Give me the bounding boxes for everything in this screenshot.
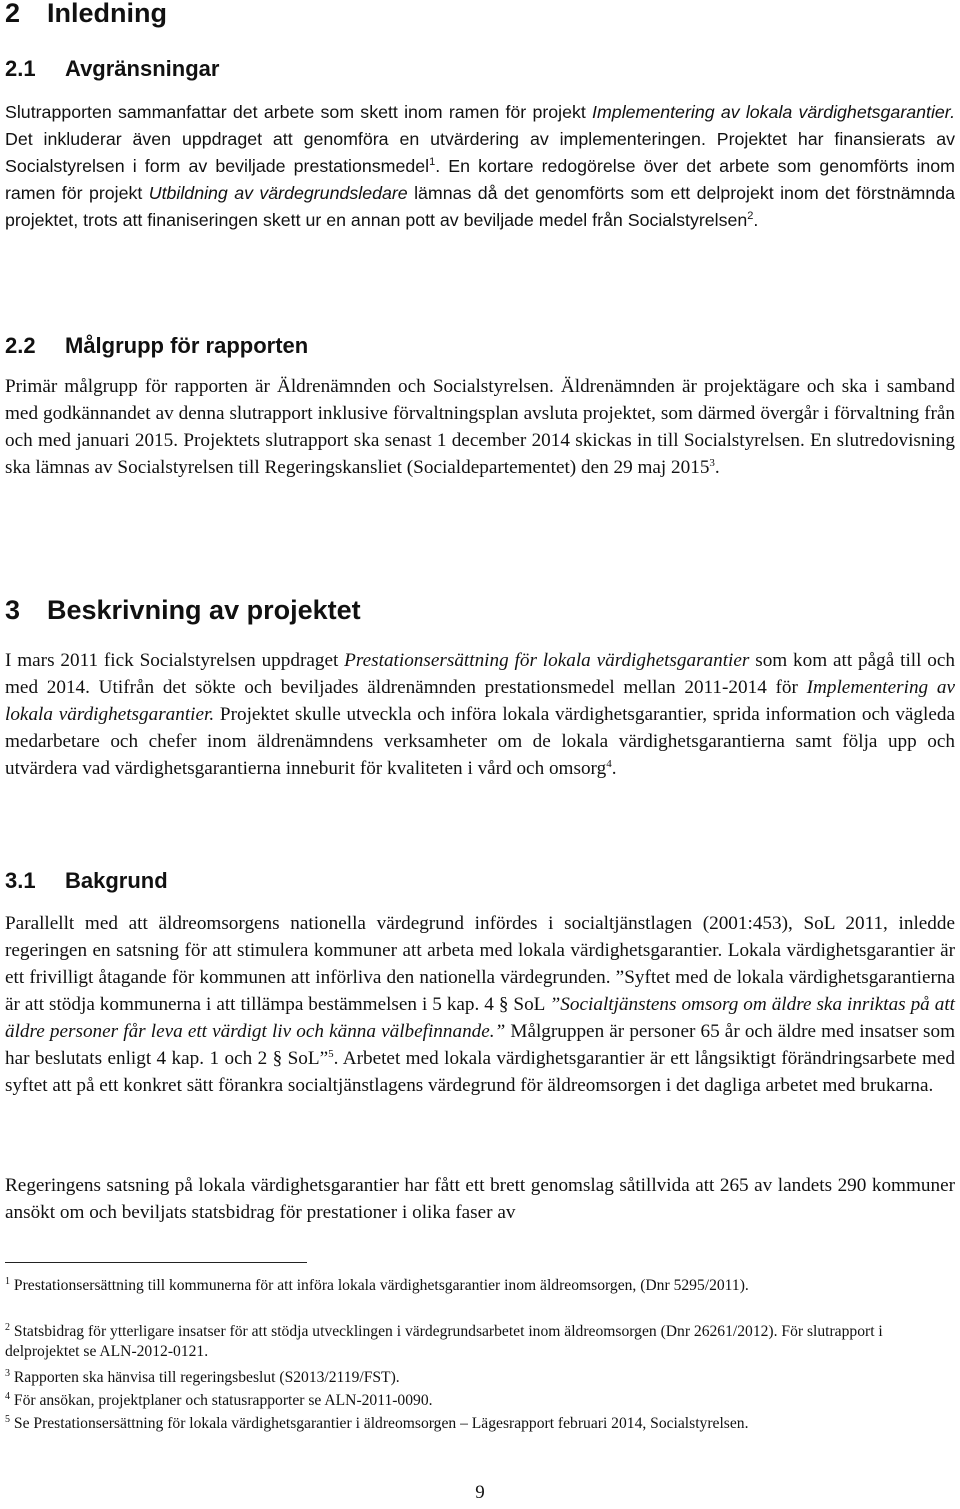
paragraph-regeringens-satsning [5, 1172, 955, 1226]
paragraph-beskrivning [5, 647, 955, 782]
footnote-number: 3 [5, 1368, 10, 1379]
text-run: Det inkluderar även uppdraget att genomföra en utvärdering av implementeringen. Projektet har finansierats av Socialstyrelsen i form av beviljade prestationsmedel [5, 129, 955, 176]
text-run: som kom att pågå till och med 2014. Utifrån det sökte och beviljades äldrenämnden prestationsmedel mellan 2011-2014 för [5, 650, 955, 698]
footnote-text: Statsbidrag för ytterligare insatser för att stödja utvecklingen i värdegrundsarbetet inom äldreomsorgen (Dnr 26261/2012). För slutrapport i delprojektet se ALN-2012-0121. [5, 1323, 883, 1360]
text-run: Parallellt med att äldreomsorgens nationella värdegrund infördes i socialtjänstlagen (2001:453), SoL 2011, inledde regeringen en satsning för att stimulera kommuner att arbeta med lokala värdighetsgarantier. Lokala värdighetsgarantier är ett frivilligt åtagande för kommunen att införliva den nationella värdegrunden. ”Syftet med de lokala värdighetsgarantierna är att stödja kommunerna i att tillämpa bestämmelsen i 5 kap. 4 § SoL [5, 913, 955, 1015]
footnote-5 [5, 1414, 955, 1434]
italic-text-run: Utbildning av värdegrundsledare [148, 183, 408, 203]
text-run: . [714, 457, 720, 478]
heading-title: Inledning [47, 0, 167, 28]
footnote-ref-5[interactable]: 5 [328, 1048, 334, 1060]
footnote-2 [5, 1322, 955, 1361]
text-run: . [753, 210, 759, 230]
heading-number: 3 [5, 595, 21, 625]
footnote-ref-3[interactable]: 3 [709, 457, 715, 469]
heading-number: 2.2 [5, 333, 36, 358]
footnote-text: Prestationsersättning till kommunerna för att införa lokala värdighetsgarantier inom äldreomsorgen, (Dnr 5295/2011). [13, 1277, 749, 1294]
footnote-ref-2[interactable]: 2 [747, 210, 754, 222]
footnote-ref-1[interactable]: 1 [429, 156, 436, 168]
heading-title: Bakgrund [65, 868, 168, 893]
footnote-number: 2 [5, 1322, 10, 1333]
text-run: lämnas då det genomförts som ett delprojekt inom det förstnämnda projektet, trots att finaniseringen skett ur en annan pott av beviljade medel från Socialstyrelsen [5, 183, 956, 230]
heading-number: 2 [5, 0, 21, 28]
paragraph-malgrupp [5, 373, 955, 481]
text-run: . [611, 758, 617, 779]
text-run: Målgruppen är personer 65 år och äldre med insatser som har beslutats enligt 4 kap. 1 och 2 § SoL” [5, 1021, 955, 1069]
footnote-4 [5, 1391, 955, 1411]
paragraph-avgransningar [5, 99, 955, 234]
footnote-text: Rapporten ska hänvisa till regeringsbeslut (S2013/2119/FST). [13, 1369, 400, 1386]
footnote-separator [5, 1262, 307, 1263]
heading-section-3 [5, 595, 361, 626]
page-number: 9 [475, 1482, 485, 1503]
italic-text-run: Implementering av lokala värdighetsgarantier. [5, 677, 955, 725]
heading-number: 2.1 [5, 56, 36, 81]
heading-section-2 [5, 0, 167, 29]
footnote-ref-4[interactable]: 4 [606, 758, 612, 770]
footnote-number: 1 [5, 1276, 10, 1287]
footnote-1 [5, 1276, 955, 1296]
footnote-3 [5, 1368, 955, 1388]
text-run: Regeringens satsning på lokala värdighetsgarantier har fått ett brett genomslag såtillvida att 265 av landets 290 kommuner ansökt om och beviljats statsbidrag för prestationer i olika faser av [5, 1175, 955, 1223]
footnote-text: För ansökan, projektplaner och statusrapporter se ALN-2011-0090. [13, 1392, 433, 1409]
footnote-number: 5 [5, 1414, 10, 1425]
text-run: I mars 2011 fick Socialstyrelsen uppdraget [5, 650, 345, 671]
italic-text-run: Implementering av lokala värdighetsgarantier. [592, 102, 956, 122]
paragraph-bakgrund [5, 910, 955, 1099]
text-run: Primär målgrupp för rapporten är Äldrenämnden och Socialstyrelsen. Äldrenämnden är projektägare och ska i samband med godkännandet av denna slutrapport inklusive förvaltningsplan avsluta projektet, som därmed övergår i förvaltning från och med januari 2015. Projektets slutrapport ska senast 1 december 2014 skickas in till Socialstyrelsen. En slutredovisning ska lämnas av Socialstyrelsen till Regeringskansliet (Socialdepartementet) den 29 maj 2015 [5, 376, 955, 478]
footnote-text: Se Prestationsersättning för lokala värdighetsgarantier i äldreomsorgen – Lägesrapport februari 2014, Socialstyrelsen. [13, 1415, 749, 1432]
heading-number: 3.1 [5, 868, 36, 893]
italic-text-run: ”Socialtjänstens omsorg om äldre ska inriktas på att äldre personer får leva ett värdigt liv och känna välbefinnande.” [5, 994, 956, 1042]
heading-title: Målgrupp för rapporten [65, 333, 309, 358]
heading-title: Beskrivning av projektet [47, 595, 361, 625]
heading-section-3-1 [5, 868, 168, 894]
text-run: . En kortare redogörelse över det arbete som genomförts inom ramen för projekt [5, 156, 955, 203]
text-run: Slutrapporten sammanfattar det arbete som skett inom ramen för projekt [5, 102, 593, 122]
heading-section-2-2 [5, 333, 308, 359]
text-run: . Arbetet med lokala värdighetsgarantier är ett långsiktigt förändringsarbete med syftet att på ett konkret sätt förankra socialtjänstlagens värdegrund för äldreomsorgen i det dagliga arbetet med brukarna. [5, 1048, 955, 1096]
footnote-number: 4 [5, 1391, 10, 1402]
italic-text-run: Prestationsersättning för lokala värdighetsgarantier [344, 650, 750, 671]
text-run: Projektet skulle utveckla och införa lokala värdighetsgarantier, sprida information och vägleda medarbetare och chefer inom äldrenämndens verksamheter om de lokala värdighetsgarantierna samt följa upp och utvärdera vad värdighetsgarantierna inneburit för kvaliteten i vård och omsorg [5, 704, 955, 779]
heading-title: Avgränsningar [65, 56, 220, 81]
heading-section-2-1 [5, 56, 219, 82]
